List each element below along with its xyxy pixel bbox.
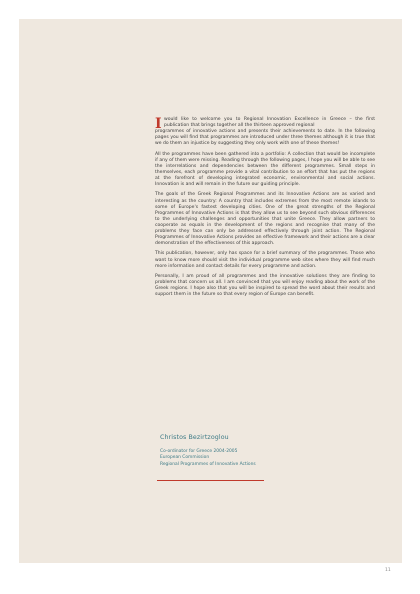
drop-cap: I	[155, 116, 162, 132]
paragraph-1	[155, 117, 375, 147]
signatory-details	[160, 449, 256, 468]
page-number: 11	[385, 568, 391, 573]
signatory-role: Co-ordinator for Greece 2004-2005	[160, 449, 238, 454]
paragraph-2: All the programmes have been gathered into a portfolio: A collection that would be incomplete if any of them were missing. Reading through the following pages, I hope you will be able to see the interrelations and dependencies between the different programmes. Small steps in themselves, each programme provide a vital contribution to an effort that has put the regions at the forefront of developing integrated economic, environmental and social actions. Innovation is and will remain in the future our guiding principle.	[155, 151, 375, 188]
paragraph-1-opening: would like to welcome you to Regional Innovation Excellence in Greece – the first publication that brings together all the thirteen approved regional	[164, 117, 375, 129]
accent-rule	[157, 480, 264, 481]
paragraph-1-continued: programmes of innovative actions and presents their achievements to date. In the following pages you will find that programmes are introduced under three themes although it is true that we do them an injustice by suggesting they only work with one of these themes!	[155, 129, 375, 147]
paragraph-5: Personally, I am proud of all programmes and the innovative solutions they are finding to problems that concern us all. I am convinced that you will enjoy reading about the work of the Greek regions. I hope also that you will be inspired to spread the word about their results and support them in the future so that every region of Europe can benefit.	[155, 273, 375, 298]
signatory-unit: Regional Programmes of Innovative Actions	[160, 461, 256, 467]
letter-body	[155, 117, 375, 302]
signatory-organisation: European Commission	[160, 455, 210, 461]
signatory-name: Christos Bezirtzoglou	[160, 434, 229, 441]
paragraph-3: The goals of the Greek Regional Programmes and its Innovative Actions are as varied and interesting as the country: A country that includes extremes from the most remote islands to some of Europe's fastest developing cities. One of the great strengths of the Regional Programmes of Innovative Actions is that they allow us to see beyond such obvious differences to the underlying challenges and opportunities that unite Greece. They allow partners to cooperate as equals in the development of the regions and recognise that many of the problems they face can only be addressed effectively through joint action. The Regional Programmes of Innovative Actions provides an effective framework and their actions are a clear demonstration of the effectiveness of this approach.	[155, 192, 375, 247]
paragraph-4: This publication, however, only has space for a brief summary of the programmes. Those who want to know more should visit the individual programme web sites where they will find much more information and contact details for every programme and action.	[155, 251, 375, 269]
